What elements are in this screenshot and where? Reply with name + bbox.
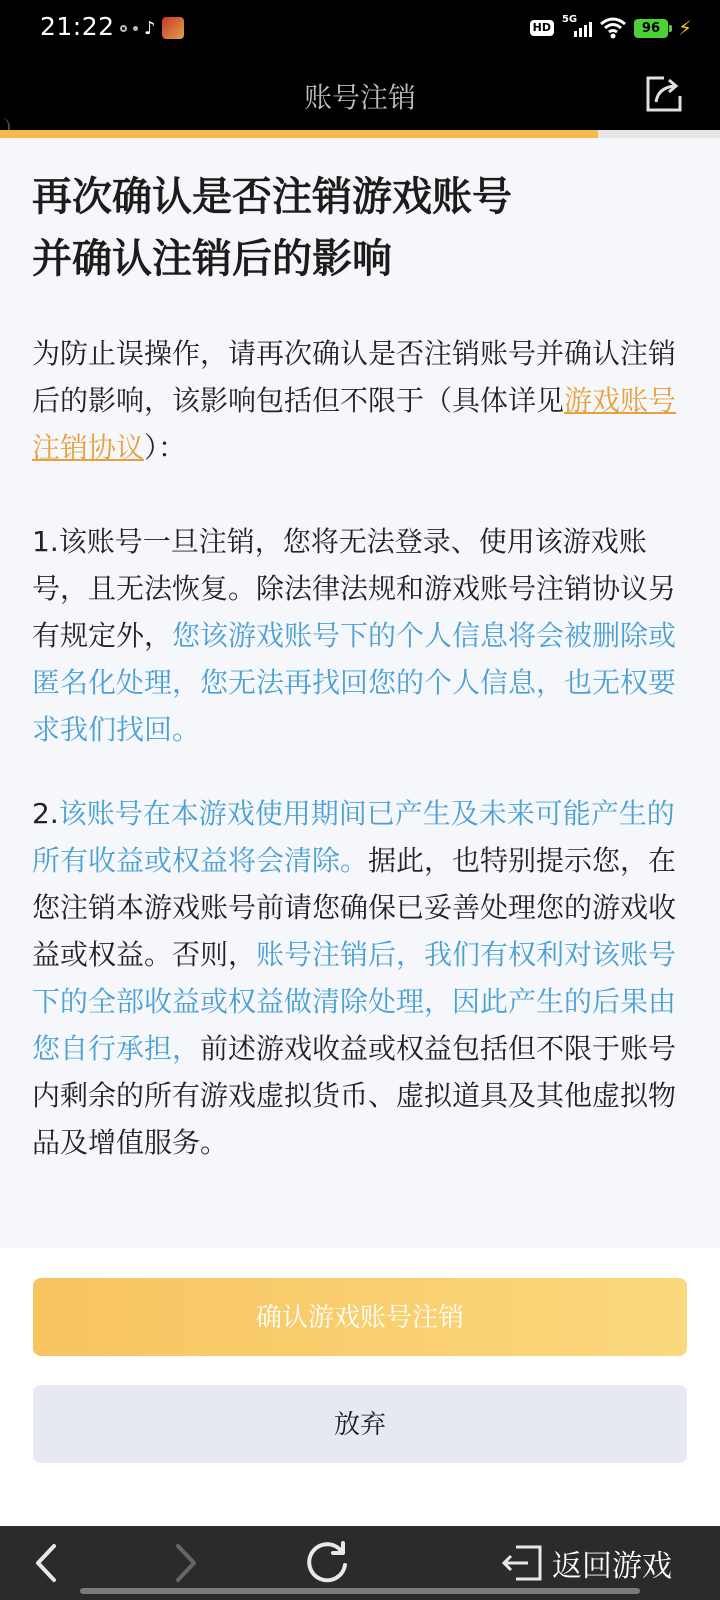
p2-highlight: 该账号在本游戏使用期间已产生及未来可能产生的所有收益或权益将会清除。 bbox=[32, 797, 675, 877]
intro-text: 为防止误操作，请再次确认是否注销账号并确认注销后的影响，该影响包括但不限于（具体详见 bbox=[32, 337, 677, 417]
p2-prefix: 2. bbox=[32, 797, 59, 830]
action-area bbox=[0, 1248, 720, 1526]
return-to-game-label: 返回游戏 bbox=[552, 1549, 672, 1584]
status-time: 21:22 bbox=[40, 12, 115, 41]
impact-paragraph-1 bbox=[32, 518, 692, 753]
status-bar bbox=[0, 0, 720, 56]
cellular-signal-icon: 5G bbox=[562, 17, 592, 39]
return-to-game-button[interactable] bbox=[500, 1538, 672, 1588]
exit-icon bbox=[500, 1543, 544, 1583]
page-heading bbox=[32, 166, 692, 290]
agreement-link[interactable]: 游戏账号注销协议 bbox=[32, 384, 677, 464]
charging-icon: ⚡ bbox=[677, 16, 692, 40]
page-title: 账号注销 bbox=[303, 81, 416, 114]
tiktok-icon: ♪ bbox=[144, 17, 156, 39]
abandon-button[interactable]: 放弃 bbox=[33, 1385, 687, 1463]
forward-arrow-icon[interactable] bbox=[168, 1538, 204, 1588]
wifi-icon bbox=[600, 17, 626, 39]
notification-dot-icon bbox=[120, 25, 127, 32]
battery-icon: 96 bbox=[634, 19, 668, 38]
heading-line: 再次确认是否注销游戏账号 bbox=[32, 174, 512, 220]
p2-text: 前述游戏收益或权益包括但不限于账号内剩余的所有游戏虚拟货币、虚拟道具及其他虚拟物品及增值服务。 bbox=[32, 1032, 677, 1159]
home-indicator[interactable] bbox=[80, 1588, 640, 1594]
intro-tail: ）： bbox=[144, 431, 187, 464]
back-arrow-icon[interactable] bbox=[28, 1538, 64, 1588]
confirm-deletion-button[interactable]: 确认游戏账号注销 bbox=[33, 1278, 687, 1356]
title-bar bbox=[0, 56, 720, 130]
p1-highlight: 您该游戏账号下的个人信息将会被删除或匿名化处理，您无法再找回您的个人信息，也无权要求我们找回。 bbox=[32, 619, 677, 746]
notification-dot-icon bbox=[133, 26, 138, 31]
game-app-icon bbox=[162, 17, 184, 39]
p2-highlight: 账号注销后，我们有权利对该账号下的全部收益或权益做清除处理，因此产生的后果由您自行承担， bbox=[32, 938, 677, 1065]
p1-text: 1.该账号一旦注销，您将无法登录、使用该游戏账号，且无法恢复。除法律法规和游戏账号注销协议另有规定外， bbox=[32, 525, 677, 652]
system-status-icons bbox=[530, 14, 692, 42]
p2-text: 据此，也特别提示您，在您注销本游戏账号前请您确保已妥善处理您的游戏收益或权益。否则， bbox=[32, 844, 677, 971]
impact-paragraph-2 bbox=[32, 790, 692, 1166]
refresh-icon[interactable] bbox=[302, 1538, 352, 1588]
hd-icon: HD bbox=[530, 20, 554, 36]
progress-fill bbox=[0, 130, 598, 138]
notification-icons bbox=[120, 14, 184, 42]
heading-line: 并确认注销后的影响 bbox=[32, 236, 392, 282]
intro-paragraph bbox=[32, 330, 692, 471]
share-icon[interactable] bbox=[642, 72, 686, 116]
main-content bbox=[0, 138, 720, 1248]
progress-bar bbox=[0, 130, 720, 138]
